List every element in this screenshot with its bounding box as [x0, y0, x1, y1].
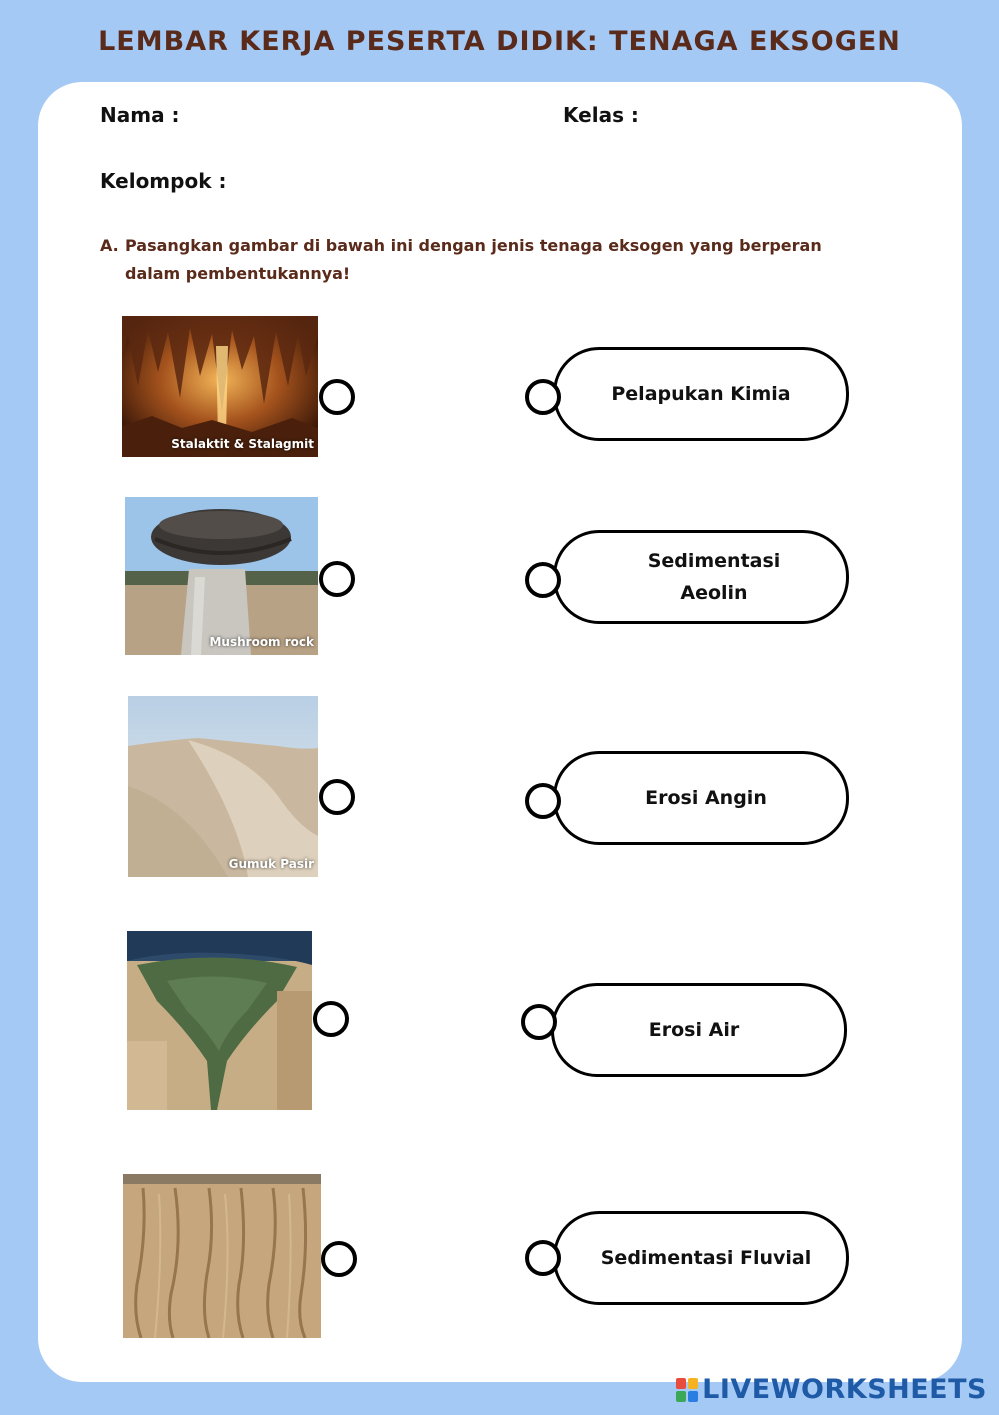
left-connector-dot-3[interactable] — [319, 779, 355, 815]
option-pill-2[interactable] — [553, 530, 849, 624]
instruction-number: A. — [100, 236, 119, 255]
option-pill-1[interactable] — [553, 347, 849, 441]
option-label: Sedimentasi Aeolin — [647, 550, 781, 604]
logo-block-green — [676, 1391, 686, 1402]
image-caption: Gumuk Pasir — [228, 857, 314, 871]
option-pill-3[interactable] — [553, 751, 849, 845]
image-mushroom-rock — [125, 497, 318, 655]
right-connector-dot-2[interactable] — [525, 562, 561, 598]
logo-block-red — [676, 1378, 686, 1389]
cave-stalactite-photo — [122, 316, 318, 457]
left-connector-dot-4[interactable] — [313, 1001, 349, 1037]
brand-name: LIVEWORKSHEETS — [702, 1374, 987, 1405]
right-connector-dot-3[interactable] — [525, 783, 561, 819]
instruction-text: Pasangkan gambar di bawah ini dengan jenis tenaga eksogen yang berperan dalam pembentukannya! — [125, 236, 822, 283]
image-caption: Stalaktit & Stalagmit — [171, 437, 314, 451]
left-connector-dot-5[interactable] — [321, 1241, 357, 1277]
instruction-a — [100, 232, 860, 288]
image-stalactite — [122, 316, 318, 457]
mushroom-rock-photo — [125, 497, 318, 655]
option-label: Sedimentasi Fluvial — [600, 1247, 812, 1269]
kelompok-label: Kelompok : — [100, 169, 227, 193]
image-river-delta — [127, 931, 312, 1110]
nama-label: Nama : — [100, 103, 180, 127]
option-pill-5[interactable] — [553, 1211, 849, 1305]
option-label: Pelapukan Kimia — [611, 383, 791, 405]
option-pill-4[interactable] — [551, 983, 847, 1077]
logo-block-blue — [688, 1391, 698, 1402]
sand-dune-photo — [128, 696, 318, 877]
image-caption: Mushroom rock — [209, 635, 314, 649]
page-title: LEMBAR KERJA PESERTA DIDIK: TENAGA EKSOGEN — [98, 26, 901, 57]
liveworksheets-logo-icon — [676, 1378, 698, 1402]
left-connector-dot-1[interactable] — [319, 379, 355, 415]
liveworksheets-logo — [676, 1374, 987, 1405]
option-label: Erosi Angin — [645, 787, 767, 809]
river-delta-satellite-photo — [127, 931, 312, 1110]
left-connector-dot-2[interactable] — [319, 561, 355, 597]
image-rill-erosion — [123, 1174, 321, 1338]
soil-rill-erosion-photo — [123, 1174, 321, 1338]
logo-block-yellow — [688, 1378, 698, 1389]
right-connector-dot-5[interactable] — [525, 1240, 561, 1276]
kelas-label: Kelas : — [563, 103, 639, 127]
right-connector-dot-4[interactable] — [521, 1004, 557, 1040]
image-sand-dune — [128, 696, 318, 877]
right-connector-dot-1[interactable] — [525, 379, 561, 415]
option-label: Erosi Air — [648, 1019, 740, 1041]
